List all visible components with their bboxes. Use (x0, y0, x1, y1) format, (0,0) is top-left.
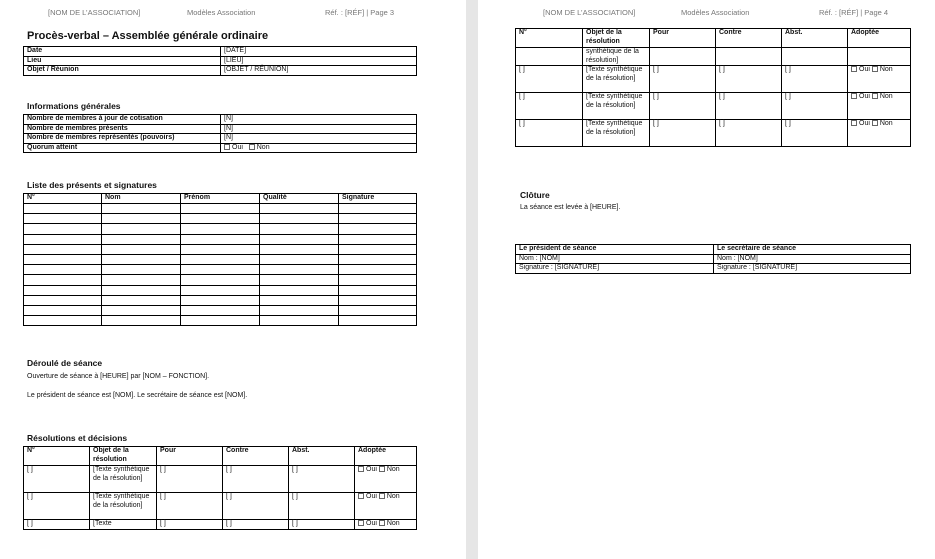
attendance-cell[interactable] (181, 204, 260, 214)
resolution-row: [ ] [Texte synthétique de la résolution] [ ] [ ] [ ] Oui Non (516, 120, 911, 147)
header-brand: Modèles Association (187, 8, 256, 17)
attendance-cell[interactable] (102, 305, 181, 315)
attendance-cell[interactable] (24, 295, 102, 305)
signatures-header-row: Le président de séance Le secrétaire de séance (516, 245, 911, 255)
attendance-cell[interactable] (181, 305, 260, 315)
checkbox-icon[interactable] (358, 520, 364, 526)
signatures-table (515, 244, 911, 274)
attendance-cell[interactable] (339, 204, 417, 214)
header-ref: Réf. : [RÉF] | Page 3 (325, 8, 395, 17)
attendance-row (24, 234, 417, 244)
attendance-cell[interactable] (102, 204, 181, 214)
attendance-row (24, 265, 417, 275)
checkbox-icon[interactable] (379, 520, 385, 526)
resolution-row: [ ] [Texte synthétique de la résolution] [ ] [ ] [ ] Oui Non (24, 493, 417, 520)
attendance-cell[interactable] (339, 234, 417, 244)
checkbox-icon[interactable] (872, 93, 878, 99)
attendance-cell[interactable] (260, 214, 339, 224)
attendance-cell[interactable] (102, 285, 181, 295)
header-association: [NOM DE L’ASSOCIATION] (48, 8, 141, 17)
attendance-cell[interactable] (181, 234, 260, 244)
resolutions-header-row: N° Objet de la résolution Pour Contre Abst. Adoptée (516, 29, 911, 48)
resolution-row: [ ] [Texte synthétique de la résolution] [ ] [ ] [ ] Oui Non (516, 66, 911, 93)
page-header (478, 8, 935, 20)
checkbox-icon[interactable] (224, 144, 230, 150)
attendance-cell[interactable] (181, 244, 260, 254)
checkbox-icon[interactable] (379, 493, 385, 499)
attendance-row (24, 254, 417, 264)
attendance-header-row: N° Nom Prénom Qualité Signature (24, 194, 417, 204)
attendance-cell[interactable] (260, 254, 339, 264)
attendance-cell[interactable] (181, 295, 260, 305)
attendance-cell[interactable] (181, 285, 260, 295)
checkbox-icon[interactable] (379, 466, 385, 472)
attendance-cell[interactable] (339, 214, 417, 224)
checkbox-icon[interactable] (872, 120, 878, 126)
attendance-cell[interactable] (339, 254, 417, 264)
attendance-cell[interactable] (102, 214, 181, 224)
attendance-cell[interactable] (339, 275, 417, 285)
attendance-cell[interactable] (24, 305, 102, 315)
meta-row-object: Objet / Réunion [OBJET / RÉUNION] (24, 66, 417, 76)
checkbox-icon[interactable] (851, 66, 857, 72)
checkbox-icon[interactable] (872, 66, 878, 72)
proceedings-line-1: Ouverture de séance à [HEURE] par [NOM – FONCTION]. (27, 373, 210, 380)
attendance-cell[interactable] (260, 275, 339, 285)
attendance-cell[interactable] (260, 224, 339, 234)
attendance-cell[interactable] (260, 234, 339, 244)
attendance-cell[interactable] (181, 224, 260, 234)
attendance-table (23, 193, 417, 326)
proceedings-heading: Déroulé de séance (27, 358, 103, 368)
attendance-cell[interactable] (260, 244, 339, 254)
document-title: Procès-verbal – Assemblée générale ordinaire (27, 30, 269, 42)
attendance-row (24, 244, 417, 254)
attendance-cell[interactable] (260, 285, 339, 295)
attendance-row (24, 214, 417, 224)
attendance-cell[interactable] (102, 295, 181, 305)
attendance-cell[interactable] (24, 224, 102, 234)
attendance-cell[interactable] (24, 265, 102, 275)
attendance-cell[interactable] (339, 316, 417, 326)
closing-text: La séance est levée à [HEURE]. (520, 204, 621, 211)
resolution-row: [ ] [Texte synthétique de la résolution] [ ] [ ] [ ] Oui Non (516, 93, 911, 120)
attendance-cell[interactable] (339, 265, 417, 275)
attendance-cell[interactable] (181, 265, 260, 275)
attendance-row (24, 204, 417, 214)
proceedings-line-2: Le président de séance est [NOM]. Le secrétaire de séance est [NOM]. (27, 392, 248, 399)
general-row: Nombre de membres présents [N] (24, 124, 417, 134)
page-4 (478, 0, 935, 559)
general-row: Nombre de membres représentés (pouvoirs) [N] (24, 134, 417, 144)
signatures-sign-row: Signature : [SIGNATURE] Signature : [SIGNATURE] (516, 264, 911, 274)
attendance-row (24, 224, 417, 234)
attendance-heading: Liste des présents et signatures (27, 180, 157, 190)
attendance-cell[interactable] (181, 214, 260, 224)
attendance-cell[interactable] (102, 224, 181, 234)
attendance-cell[interactable] (24, 316, 102, 326)
general-row: Nombre de membres à jour de cotisation [N] (24, 115, 417, 125)
attendance-cell[interactable] (24, 234, 102, 244)
checkbox-icon[interactable] (358, 493, 364, 499)
attendance-cell[interactable] (102, 234, 181, 244)
checkbox-icon[interactable] (851, 120, 857, 126)
page-header (0, 8, 466, 20)
header-ref: Réf. : [RÉF] | Page 4 (819, 8, 889, 17)
attendance-cell[interactable] (24, 275, 102, 285)
checkbox-icon[interactable] (358, 466, 364, 472)
resolutions-table-page3 (23, 446, 417, 530)
checkbox-icon[interactable] (249, 144, 255, 150)
attendance-row (24, 305, 417, 315)
attendance-row (24, 295, 417, 305)
attendance-cell[interactable] (24, 204, 102, 214)
attendance-cell[interactable] (339, 305, 417, 315)
attendance-cell[interactable] (24, 285, 102, 295)
attendance-cell[interactable] (260, 204, 339, 214)
attendance-cell[interactable] (260, 295, 339, 305)
quorum-row: Quorum atteint Oui Non (24, 143, 417, 153)
general-heading: Informations générales (27, 101, 121, 111)
header-brand: Modèles Association (681, 8, 750, 17)
attendance-cell[interactable] (102, 265, 181, 275)
attendance-cell[interactable] (181, 275, 260, 285)
attendance-cell[interactable] (260, 316, 339, 326)
attendance-rows (24, 204, 417, 326)
page-3 (0, 0, 466, 559)
attendance-cell[interactable] (339, 285, 417, 295)
attendance-cell[interactable] (24, 244, 102, 254)
attendance-cell[interactable] (339, 224, 417, 234)
header-association: [NOM DE L’ASSOCIATION] (543, 8, 636, 17)
attendance-cell[interactable] (260, 305, 339, 315)
attendance-cell[interactable] (339, 244, 417, 254)
attendance-cell[interactable] (102, 316, 181, 326)
attendance-row (24, 285, 417, 295)
resolution-row-continued: synthétique de la résolution] (516, 48, 911, 66)
closing-heading: Clôture (520, 190, 550, 200)
resolutions-heading: Résolutions et décisions (27, 433, 128, 443)
resolution-row: [ ] [Texte synthétique de la résolution] [ ] [ ] [ ] Oui Non (24, 466, 417, 493)
attendance-row (24, 316, 417, 326)
resolution-row: [ ] [Texte [ ] [ ] [ ] Oui Non (24, 520, 417, 530)
attendance-cell[interactable] (339, 295, 417, 305)
attendance-cell[interactable] (102, 254, 181, 264)
attendance-cell[interactable] (260, 265, 339, 275)
attendance-row (24, 275, 417, 285)
general-table (23, 114, 417, 153)
resolutions-table-page4 (515, 28, 911, 147)
attendance-cell[interactable] (181, 316, 260, 326)
signatures-name-row: Nom : [NOM] Nom : [NOM] (516, 254, 911, 264)
attendance-cell[interactable] (102, 275, 181, 285)
meta-table (23, 46, 417, 76)
meta-row-date: Date [DATE] (24, 47, 417, 57)
resolutions-header-row: N° Objet de la résolution Pour Contre Abst. Adoptée (24, 447, 417, 466)
checkbox-icon[interactable] (851, 93, 857, 99)
attendance-cell[interactable] (24, 254, 102, 264)
attendance-cell[interactable] (24, 214, 102, 224)
meta-row-place: Lieu [LIEU] (24, 56, 417, 66)
attendance-cell[interactable] (102, 244, 181, 254)
attendance-cell[interactable] (181, 254, 260, 264)
